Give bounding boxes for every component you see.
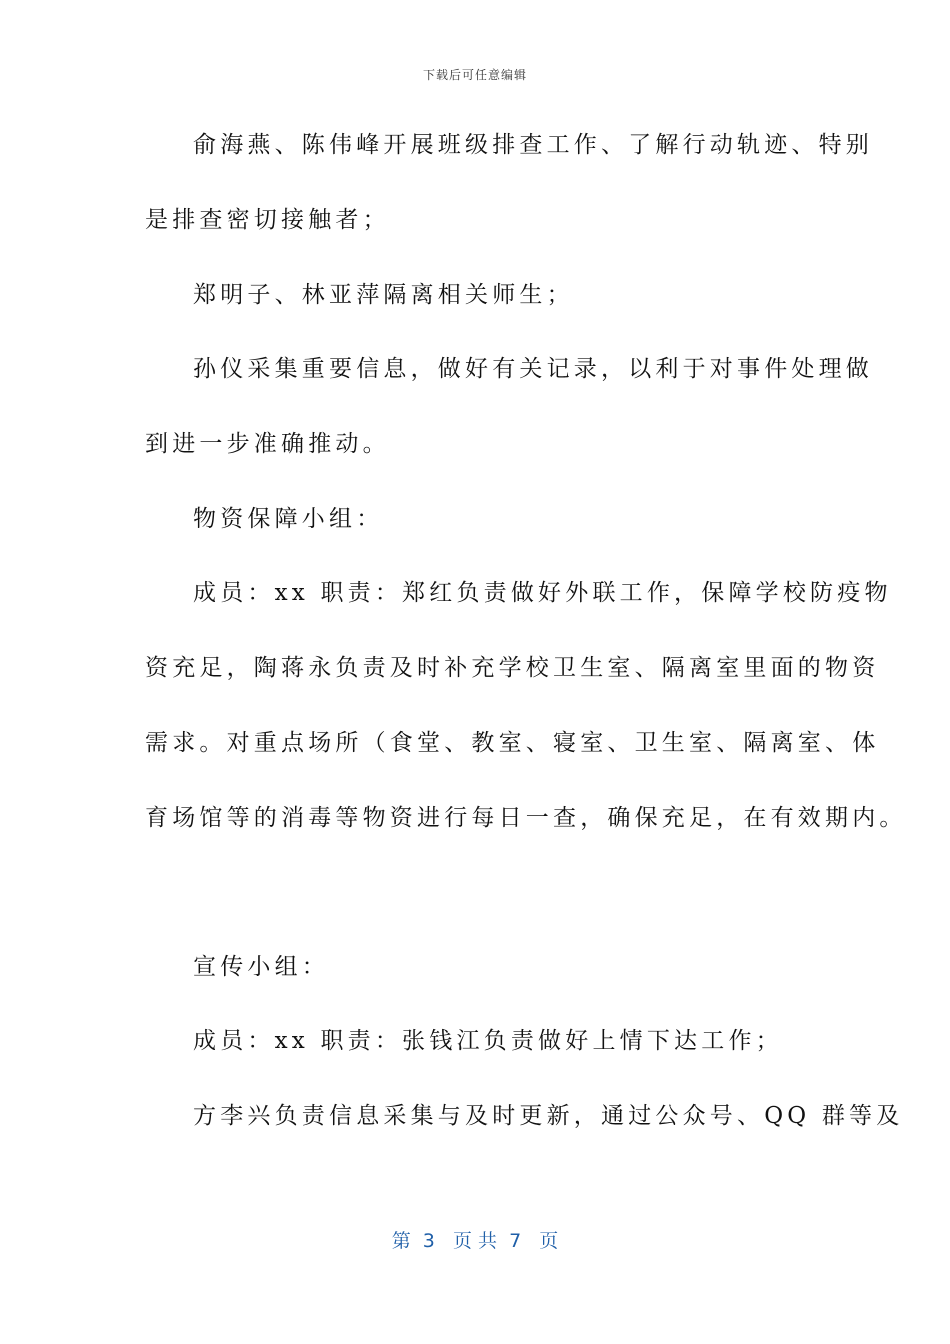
body-line: 孙仪采集重要信息，做好有关记录，以利于对事件处理做: [193, 356, 873, 382]
body-line: 俞海燕、陈伟峰开展班级排查工作、了解行动轨迹、特别: [193, 132, 873, 158]
body-line: 成员：xx 职责：张钱江负责做好上情下达工作；: [193, 1028, 783, 1054]
page-number-footer: 第 3 页 共 7 页: [391, 1230, 559, 1252]
body-line: 需求。对重点场所（食堂、教室、寝室、卫生室、隔离室、体: [145, 730, 880, 756]
page-header-note: 下载后可任意编辑: [422, 68, 527, 82]
body-line: 郑明子、林亚萍隔离相关师生；: [193, 282, 574, 308]
body-line: 是排查密切接触者；: [145, 207, 390, 233]
body-line: 育场馆等的消毒等物资进行每日一查，确保充足，在有效期内。: [145, 805, 907, 831]
section-heading-publicity: 宣传小组：: [193, 954, 329, 980]
section-heading-supplies: 物资保障小组：: [193, 506, 384, 532]
body-line: 到进一步准确推动。: [145, 431, 390, 457]
body-line: 方李兴负责信息采集与及时更新，通过公众号、QQ 群等及: [193, 1103, 904, 1129]
body-line: 成员：xx 职责：郑红负责做好外联工作，保障学校防疫物: [193, 580, 892, 606]
body-line: 资充足，陶蒋永负责及时补充学校卫生室、隔离室里面的物资: [145, 655, 880, 681]
